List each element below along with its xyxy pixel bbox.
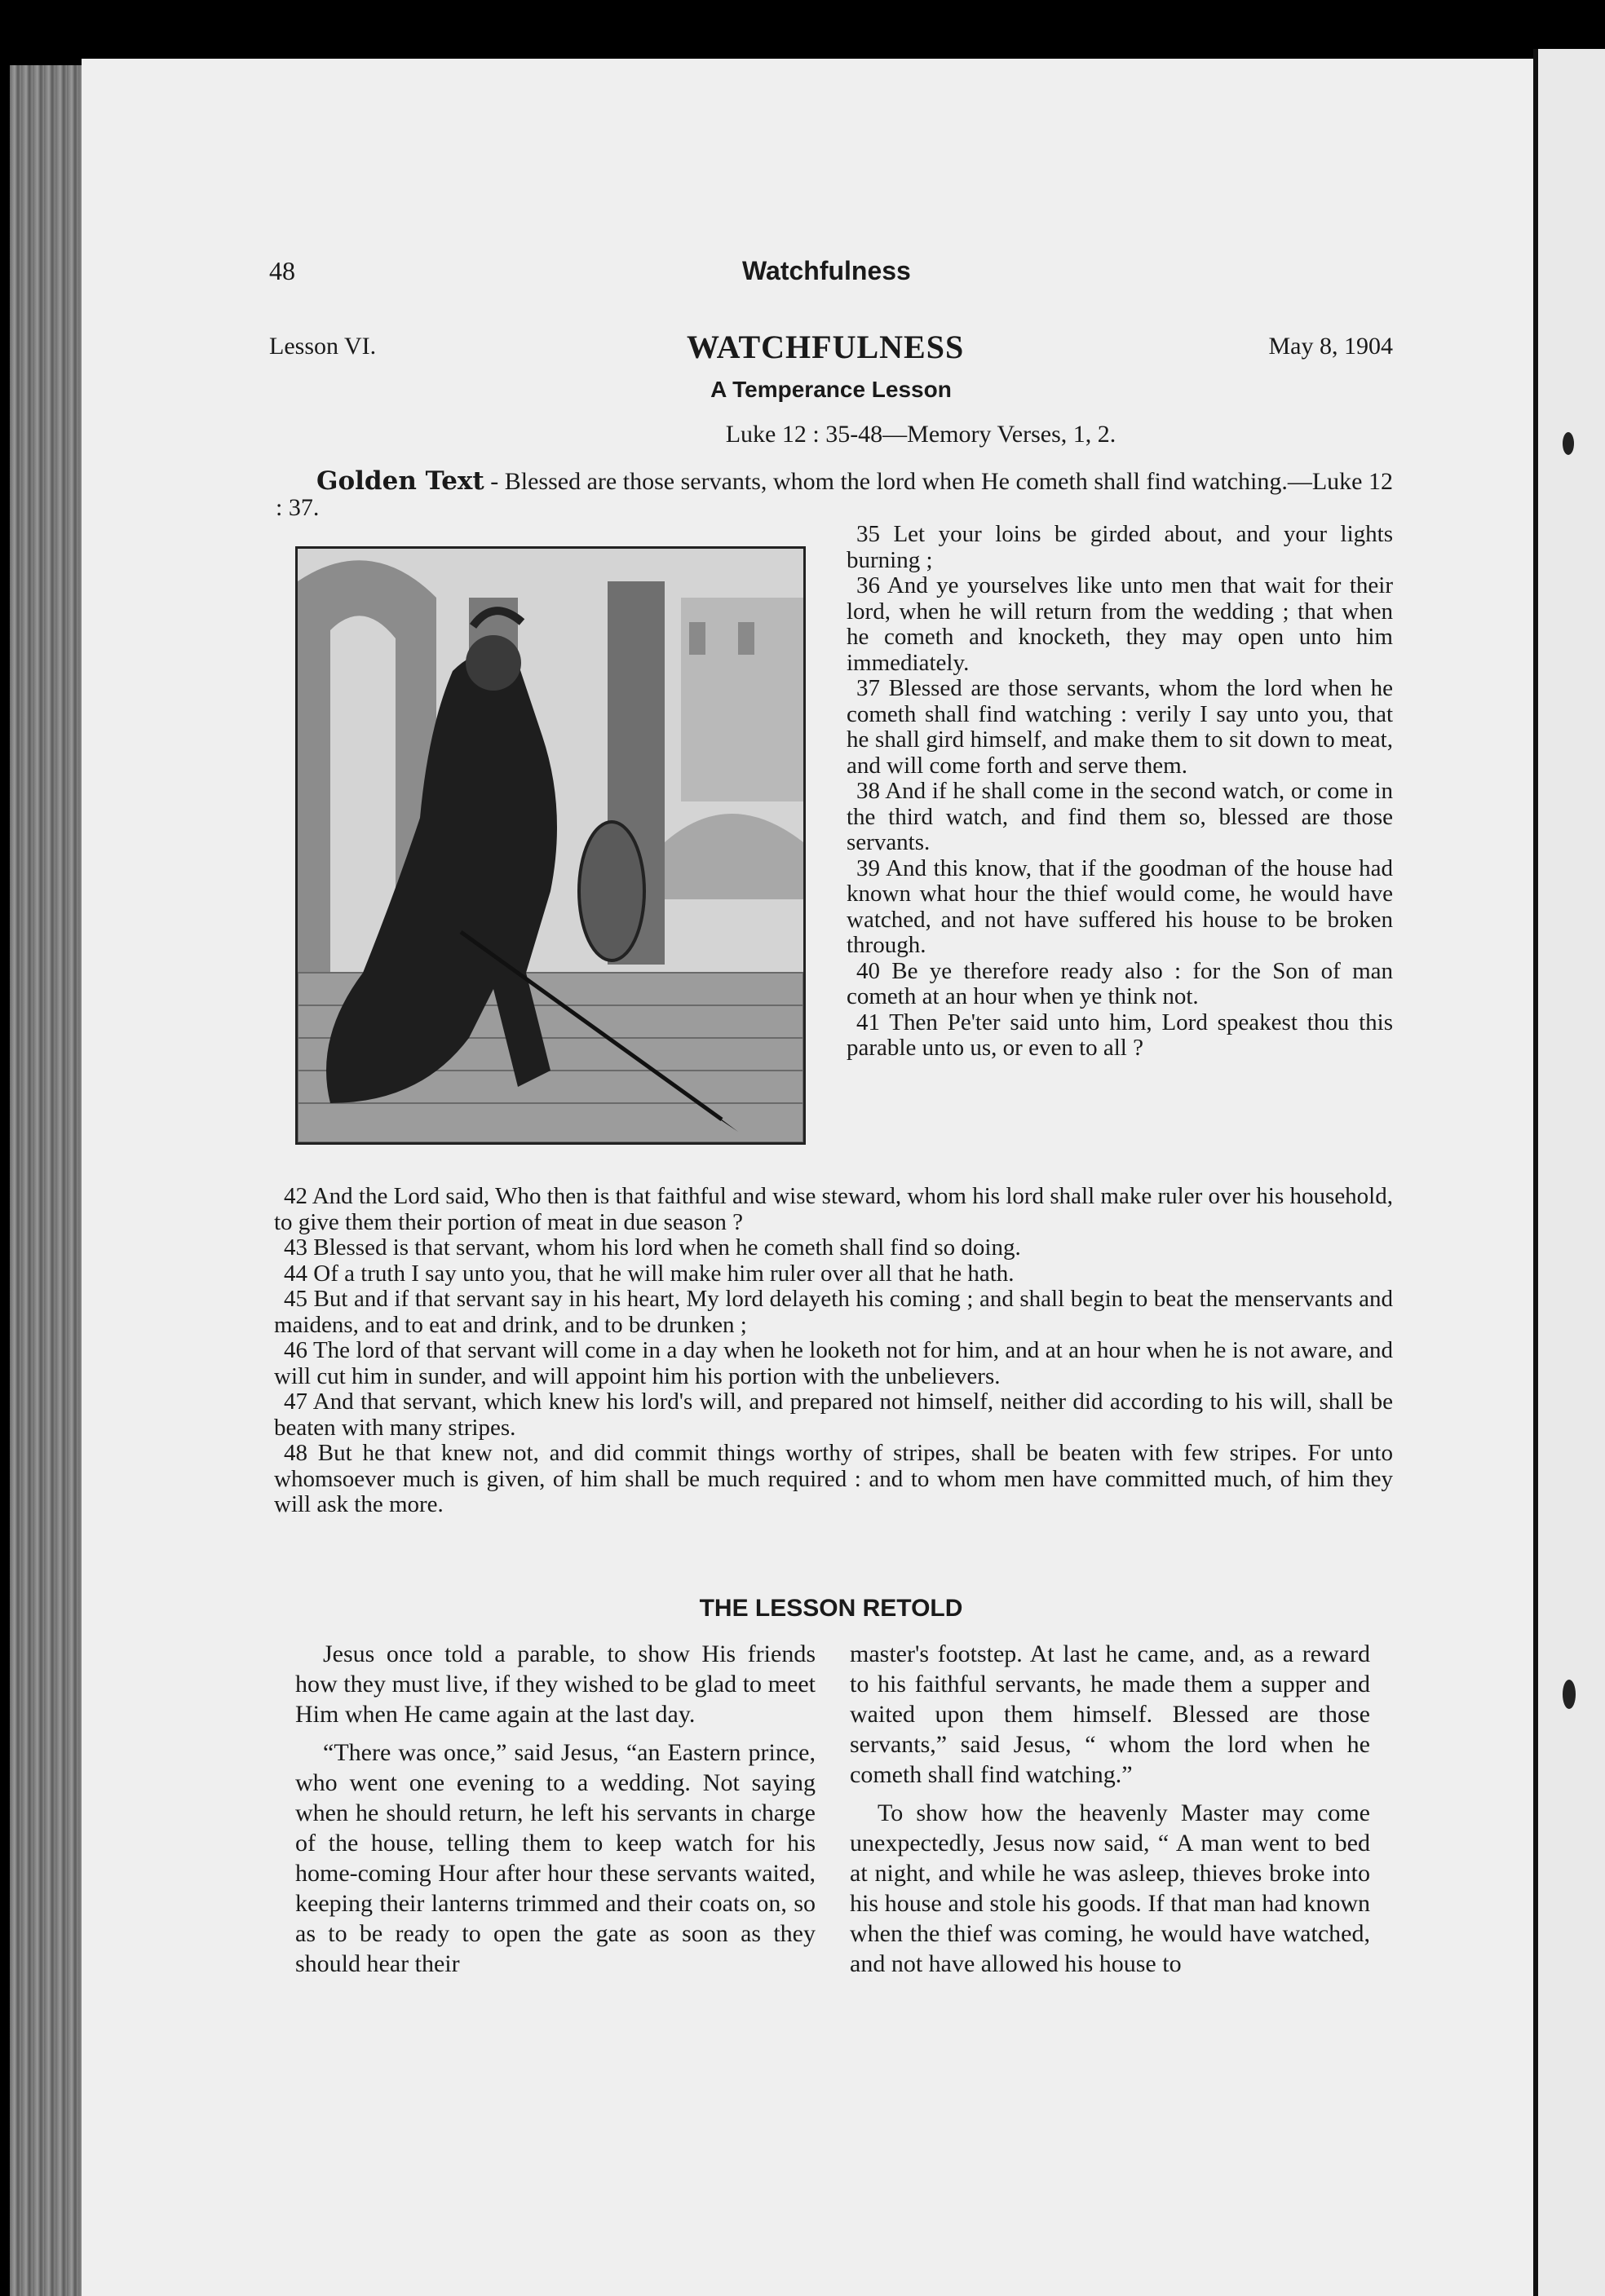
verse-37: 37 Blessed are those servants, whom the lord when he cometh shall find watching : verily I say unto you, that he shall gird himself, and make them to sit down to meat, and will come forth and serve them. bbox=[847, 675, 1393, 779]
verse-39: 39 And this know, that if the goodman of the house had known what hour the thief would come, he would have watched, and not have suffered his house to be broken through. bbox=[847, 854, 1393, 958]
lesson-date: May 8, 1904 bbox=[1268, 333, 1393, 360]
golden-text-body: - Blessed are those servants, whom the lord when He cometh shall find watching.—Luke 12 : 37. bbox=[276, 468, 1393, 521]
roman-soldier-illustration bbox=[295, 546, 806, 1145]
retold-right-column bbox=[850, 1639, 1370, 1987]
retold-paragraph: master's footstep. At last he came, and, as a reward to his faithful servants, he made them a supper and waited upon them himself. Blessed are those servants,” said Jesus, “ whom the lord when he cometh shall find watching.” bbox=[850, 1640, 1370, 1788]
verses-right-column bbox=[847, 522, 1393, 1062]
scripture-reference: Luke 12 : 35-48—Memory Verses, 1, 2. bbox=[725, 421, 1116, 448]
lesson-number: Lesson VI. bbox=[269, 333, 377, 360]
lesson-title: WATCHFULNESS bbox=[687, 329, 965, 365]
verse-38: 38 And if he shall come in the second watch, or come in the third watch, and find them so, blessed are those servants. bbox=[847, 778, 1393, 855]
verse-36: 36 And ye yourselves like unto men that wait for their lord, when he will return from the wedding ; that when he cometh and knocketh, they may open unto him immediately. bbox=[847, 572, 1393, 676]
ink-mark bbox=[1563, 1680, 1576, 1709]
golden-text-label: Golden Text bbox=[316, 466, 484, 496]
lesson-header bbox=[269, 328, 1393, 369]
retold-left-column bbox=[295, 1639, 816, 1987]
facing-page-edge bbox=[1533, 49, 1605, 2296]
running-title: Watchfulness bbox=[742, 256, 911, 285]
verse-42: 42 And the Lord said, Who then is that faithful and wise steward, whom his lord shall make ruler over his household, to give them their portion of meat in due season ? bbox=[274, 1183, 1393, 1235]
retold-paragraph: To show how the heavenly Master may come unexpectedly, Jesus now said, “ A man went to bed at night, and while he was asleep, thieves broke into his house and stole his goods. If that man had known when the thief was coming, he would have watched, and not have allowed his house to bbox=[850, 1799, 1370, 1977]
retold-paragraph: Jesus once told a parable, to show His friends how they must live, if they wished to be glad to meet Him when He came again at the last day. bbox=[295, 1640, 816, 1728]
verse-43: 43 Blessed is that servant, whom his lord when he cometh shall find so doing. bbox=[284, 1234, 1021, 1261]
verse-48: 48 But he that knew not, and did commit things worthy of stripes, shall be beaten with few stripes. For unto whomsoever much is given, of him shall be much required : and to whom men have committed much, of him they will ask the more. bbox=[274, 1440, 1393, 1517]
verse-40: 40 Be ye therefore ready also : for the Son of man cometh at an hour when ye think not. bbox=[847, 957, 1393, 1009]
verse-35: 35 Let your loins be girded about, and your lights burning ; bbox=[847, 521, 1393, 573]
running-head bbox=[269, 256, 1393, 294]
verse-41: 41 Then Pe'ter said unto him, Lord speakest thou this parable unto us, or even to all ? bbox=[847, 1009, 1393, 1061]
retold-paragraph: “There was once,” said Jesus, “an Eastern prince, who went one evening to a wedding. Not saying when he should return, he left his servants in charge of the house, telling them to keep watch for his home-coming Hour after hour these servants waited, keeping their lanterns trimmed and their coats on, so as to be ready to open the gate as soon as they should hear their bbox=[295, 1739, 816, 1977]
lesson-subtitle: A Temperance Lesson bbox=[710, 377, 952, 402]
lesson-retold-heading: THE LESSON RETOLD bbox=[699, 1595, 963, 1622]
ink-mark bbox=[1563, 432, 1574, 455]
book-page-edges bbox=[10, 65, 91, 2296]
verse-46: 46 The lord of that servant will come in a day when he looketh not for him, and at an hour when he is not aware, and will cut him in sunder, and will appoint him his portion with the unbelievers. bbox=[274, 1337, 1393, 1389]
verse-47: 47 And that servant, which knew his lord's will, and prepared not himself, neither did according to his will, shall be beaten with many stripes. bbox=[274, 1389, 1393, 1441]
verse-45: 45 But and if that servant say in his heart, My lord delayeth his coming ; and shall begin to beat the menservants and maidens, and to eat and drink, and to be drunken ; bbox=[274, 1286, 1393, 1338]
golden-text bbox=[276, 468, 1393, 521]
page-number: 48 bbox=[269, 256, 295, 285]
verses-full-width bbox=[274, 1184, 1393, 1518]
verse-44: 44 Of a truth I say unto you, that he will make him ruler over all that he hath. bbox=[284, 1260, 1015, 1287]
